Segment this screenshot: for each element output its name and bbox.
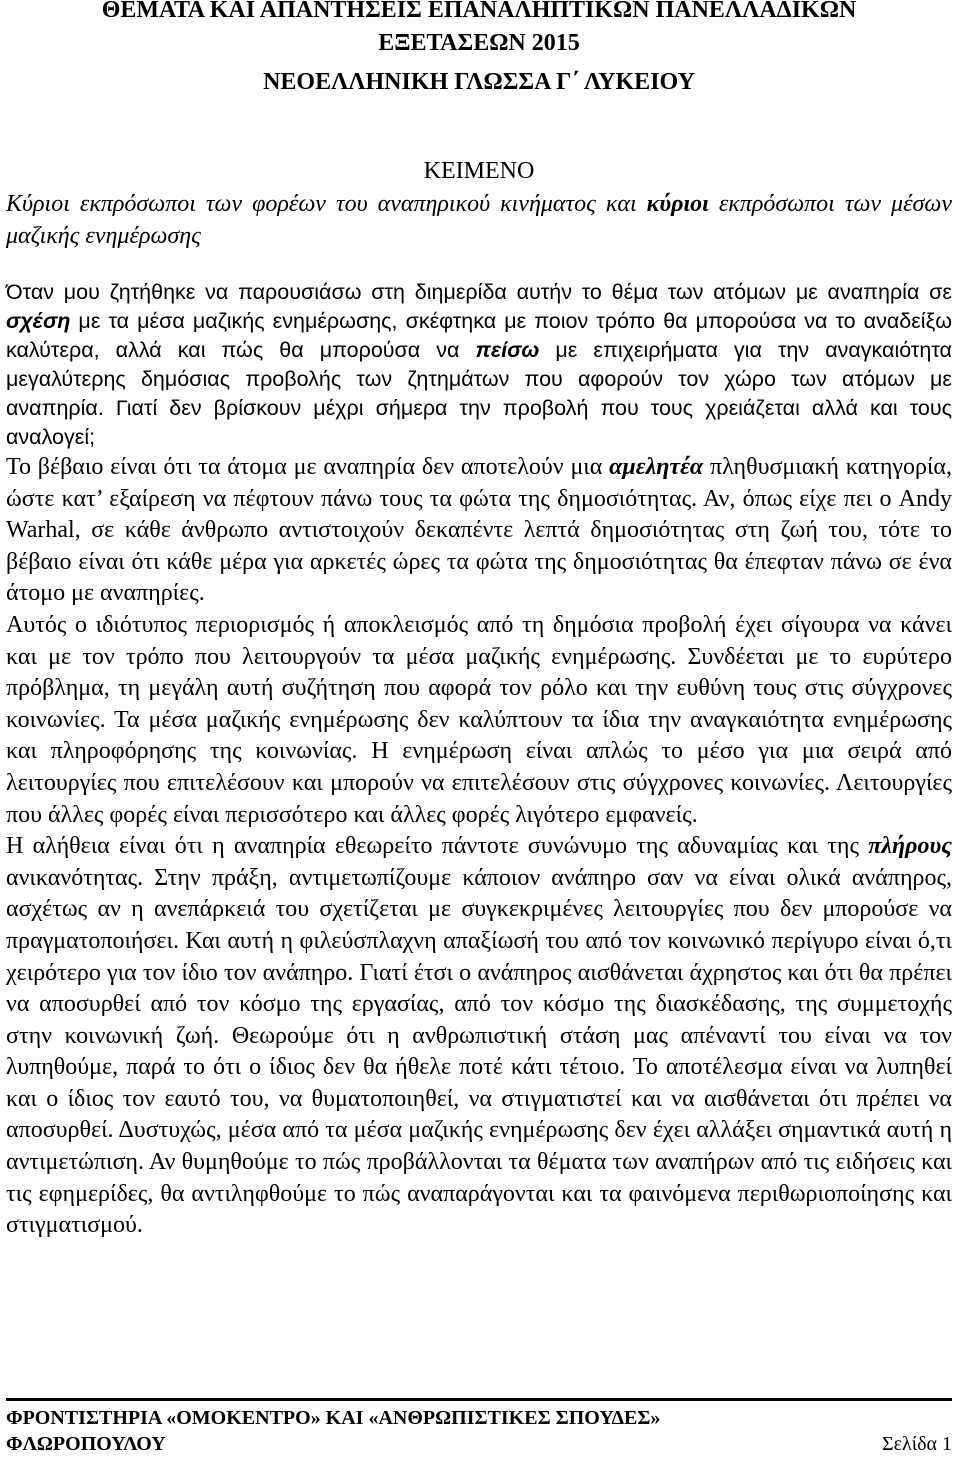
emphasis-word: πλήρους bbox=[868, 833, 952, 860]
paragraph-1-text: Όταν μου ζητήθηκε να παρουσιάσω στη διημερίδα αυτήν το θέμα των ατόμων με αναπηρία σε bbox=[6, 280, 952, 304]
paragraph-1-text-cont: με τα μέσα μαζικής ενημέρωσης, σκέφτηκα με ποιον τρόπο θα μπορούσα να το αναδείξω καλύτερα, αλλά και πώς θα μπορούσα να bbox=[6, 309, 952, 362]
paragraph-4 bbox=[6, 831, 952, 1242]
document-title-line2: ΕΞΕΤΑΣΕΩΝ 2015 bbox=[378, 30, 580, 56]
emphasis-word: σχέση bbox=[6, 309, 71, 333]
paragraph-2-text-end: πληθυσμιακή κατηγορία, ώστε κατ’ εξαίρεση να πέφτουν πάνω τους τα φώτα της δημοσιότητας. Αν, όπως είχε πει ο Andy Warhal, σε κάθε άνθρωπο αντιστοιχούν δεκαπέντε λεπτά δημοσιότητας στη ζωή του, τότε το βέβαιο είναι ότι κάθε μέρα για αρκετές ώρες τα φώτα της δημοσιότητας θα έπεφταν πάνω σε ένα άτομο με αναπηρίες. bbox=[6, 454, 953, 607]
paragraph-1 bbox=[6, 278, 952, 452]
text-subtitle bbox=[6, 188, 952, 252]
subtitle-text: Κύριοι εκπρόσωποι των φορέων του αναπηρικού κινήματος και bbox=[6, 191, 647, 217]
subtitle-text-end: εκπρόσωποι των μέσων μαζικής ενημέρωσης bbox=[6, 191, 952, 249]
paragraph-3: Αυτός ο ιδιότυπος περιορισμός ή αποκλεισμός από τη δημόσια προβολή έχει σίγουρα να κάνει και με τον τρόπο που λειτουργούν τα μέσα μαζικής ενημέρωσης. Συνδέεται με το ευρύτερο πρόβλημα, τη μεγάλη αυτή συζήτηση που αφορά τον ρόλο και την ευθύνη τους στις σύγχρονες κοινωνίες. Τα μέσα μαζικής ενημέρωσης δεν καλύπτουν τα ίδια την αναγκαιότητα ενημέρωσης και πληροφόρησης της κοινωνίας. Η ενημέρωση είναι απλώς το μέσο για μια σειρά από λειτουργίες που επιτελέσουν και μπορούν να επιτελέσουν στις σύγχρονες κοινωνίες. Λειτουργίες που άλλες φορές είναι περισσότερο και άλλες φορές λιγότερο εμφανείς. bbox=[6, 611, 952, 828]
emphasis-word: πείσω bbox=[475, 338, 540, 362]
document-title-line1: ΘΕΜΑΤΑ ΚΑΙ ΑΠΑΝΤΗΣΕΙΣ ΕΠΑΝΑΛΗΠΤΙΚΩΝ ΠΑΝΕΛΛΑΔΙΚΩΝ bbox=[101, 0, 857, 23]
paragraph-4-text: Η αλήθεια είναι ότι η αναπηρία εθεωρείτο πάντοτε συνώνυμο της αδυναμίας και της bbox=[6, 833, 869, 860]
paragraph-1-text-end: με επιχειρήματα για την αναγκαιότητα μεγαλύτερης δημόσιας προβολής των ζητημάτων που αφορούν τον χώρο των ατόμων με αναπηρία. Γιατί δεν βρίσκουν μέχρι σήμερα την προβολή που τους χρειάζεται αλλά και τους αναλογεί; bbox=[6, 338, 952, 449]
section-heading: ΚΕΙΜΕΝΟ bbox=[423, 158, 535, 184]
paragraph-2 bbox=[6, 452, 952, 610]
emphasis-word: αμελητέα bbox=[609, 454, 704, 480]
subtitle-emphasis: κύριοι bbox=[646, 191, 709, 217]
paragraph-4-text-end: ανικανότητας. Στην πράξη, αντιμετωπίζουμε κάποιον ανάπηρο σαν να είναι ολικά ανάπηρος, ασχέτως αν η ανεπάρκειά του σχετίζεται με συγκεκριμένες λειτουργίες που δεν μπορούσε να πραγματοποιήσει. Και αυτή η φιλεύσπλαχνη απαξίωσή του από τον κοινωνικό περίγυρο είναι ό,τι χειρότερο για τον ίδιο τον ανάπηρο. Γιατί έτσι ο ανάπηρος αισθάνεται άχρηστος και ότι θα πρέπει να αποσυρθεί από τον κόσμο της εργασίας, από τον κόσμο της διασκέδασης, της συμμετοχής στην κοινωνική ζωή. Θεωρούμε ότι η ανθρωπιστική στάση μας απέναντί του είναι να τον λυπηθούμε, παρά το ότι ο ίδιος δεν θα ήθελε ποτέ κάτι τέτοιο. Το αποτέλεσμα είναι να λυπηθεί και ο ίδιος τον εαυτό του, να θυματοποιηθεί, να στιγματιστεί και να αισθάνεται ότι πρέπει να αποσυρθεί. Δυστυχώς, μέσα από τα μέσα μαζικής ενημέρωσης δεν έχει αλλάξει σημαντικά αυτή η αντιμετώπιση. Αν θυμηθούμε το πώς προβάλλονται τα θέματα των αναπήρων από τις ειδήσεις και τις εφημερίδες, θα αντιληφθούμε το πώς αναπαράγονται και τα φαινόμενα περιθωριοποίησης και στιγματισμού. bbox=[6, 864, 952, 1239]
paragraph-2-text: Το βέβαιο είναι ότι τα άτομα με αναπηρία δεν αποτελούν μια bbox=[6, 454, 610, 480]
document-subject-title: ΝΕΟΕΛΛΗΝΙΚΗ ΓΛΩΣΣΑ Γ΄ ΛΥΚΕΙΟΥ bbox=[263, 69, 695, 95]
page-number: Σελίδα 1 bbox=[881, 1433, 952, 1455]
footer-author: ΦΛΩΡΟΠΟΥΛΟΥ bbox=[6, 1433, 166, 1455]
footer-bar bbox=[6, 1432, 952, 1456]
document-page bbox=[6, 0, 952, 1242]
footer-organization: ΦΡΟΝΤΙΣΤΗΡΙΑ «ΟΜΟΚΕΝΤΡΟ» ΚΑΙ «ΑΝΘΡΩΠΙΣΤΙΚΕΣ ΣΠΟΥΔΕΣ» bbox=[6, 1407, 661, 1429]
footer-divider bbox=[6, 1398, 952, 1401]
